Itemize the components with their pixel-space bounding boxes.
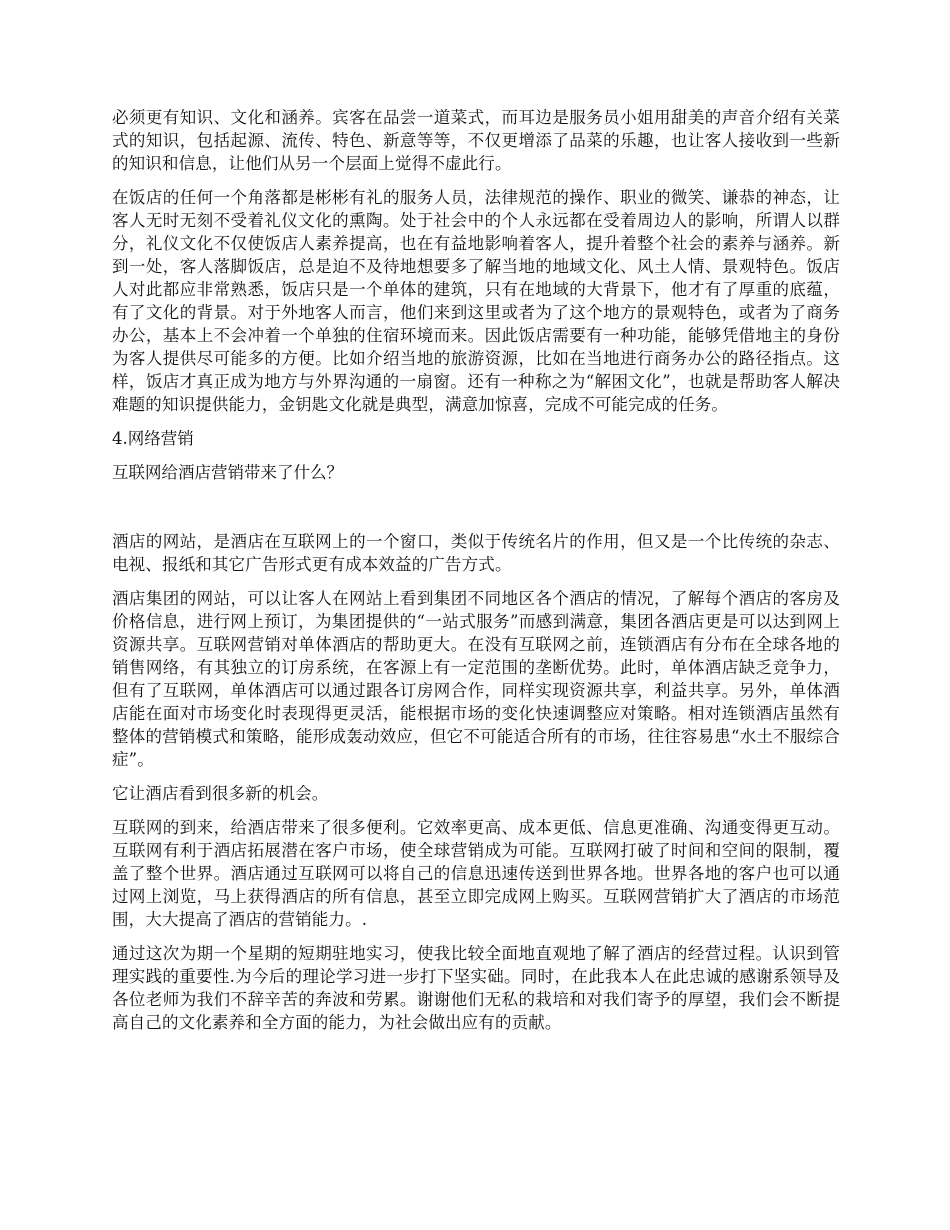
- paragraph-hotel-website: 酒店的网站，是酒店在互联网上的一个窗口，类似于传统名片的作用，但又是一个比传统的杂志、电视、报纸和其它广告形式更有成本效益的广告方式。: [112, 532, 840, 574]
- section-question: 互联网给酒店营销带来了什么？: [112, 463, 343, 482]
- paragraph-internet-benefits: 互联网的到来，给酒店带来了很多便利。它效率更高、成本更低、信息更准确、沟通变得更互动。互联网有利于酒店拓展潜在客户市场，使全球营销成为可能。互联网打破了时间和空间的限制，覆盖了整个世界。酒店通过互联网可以将自己的信息迅速传送到世界各地。世界各地的客户也可以通过网上浏览，马上获得酒店的所有信息，甚至立即完成网上购买。互联网营销扩大了酒店的市场范围，大大提高了酒店的营销能力。.: [112, 818, 840, 929]
- paragraph-etiquette-culture: 在饭店的任何一个角落都是彬彬有礼的服务人员，法律规范的操作、职业的微笑、谦恭的神态，让客人无时无刻不受着礼仪文化的熏陶。处于社会中的个人永远都在受着周边人的影响，所谓人以群分，礼仪文化不仅使饭店人素养提高，也在有益地影响着客人，提升着整个社会的素养与涵养。新到一处，客人落脚饭店，总是迫不及待地想要多了解当地的地域文化、风土人情、景观特色。饭店人对此都应非常熟悉，饭店只是一个单体的建筑，只有在地域的大背景下，他才有了厚重的底蕴，有了文化的背景。对于外地客人而言，他们来到这里或者为了这个地方的景观特色，或者为了商务办公，基本上不会冲着一个单独的住宿环境而来。因此饭店需要有一种功能，能够凭借地主的身份为客人提供尽可能多的方便。比如介绍当地的旅游资源，比如在当地进行商务办公的路径指点。这样，饭店才真正成为地方与外界沟通的一扇窗。还有一种称之为“解困文化”，也就是帮助客人解决难题的知识提供能力，金钥匙文化就是典型，满意加惊喜，完成不可能完成的任务。: [112, 188, 840, 414]
- paragraph-new-opportunities: 它让酒店看到很多新的机会。: [112, 784, 329, 803]
- paragraph-service-culture: 必须更有知识、文化和涵养。宾客在品尝一道菜式，而耳边是服务员小姐用甜美的声音介绍有关菜式的知识，包括起源、流传、特色、新意等等，不仅更增添了品菜的乐趣，也让客人接收到一些新的知识和信息，让他们从另一个层面上觉得不虚此行。: [112, 108, 840, 173]
- blank-gap: [112, 495, 840, 530]
- paragraph-hotel-group-website: 酒店集团的网站，可以让客人在网站上看到集团不同地区各个酒店的情况，了解每个酒店的客房及价格信息，进行网上预订，为集团提供的“一站式服务”而感到满意，集团各酒店更是可以达到网上资源共享。互联网营销对单体酒店的帮助更大。在没有互联网之前，连锁酒店有分布在全球各地的销售网络，有其独立的订房系统，在客源上有一定范围的垄断优势。此时，单体酒店缺乏竞争力，但有了互联网，单体酒店可以通过跟各订房网合作，同样实现资源共享，利益共享。另外，单体酒店能在面对市场变化时表现得更灵活，能根据市场的变化快速调整应对策略。相对连锁酒店虽然有整体的营销模式和策略，能形成轰动效应，但它不可能适合所有的市场，往往容易患“水土不服综合症”。: [112, 589, 840, 769]
- paragraph-conclusion: 通过这次为期一个星期的短期驻地实习，使我比较全面地直观地了解了酒店的经营过程。认识到管理实践的重要性.为今后的理论学习进一步打下坚实础。同时，在此我本人在此忠诚的感谢系领导及各位老师为我们不辞辛苦的奔波和劳累。谢谢他们无私的栽培和对我们寄予的厚望，我们会不断提高自己的文化素养和全方面的能力，为社会做出应有的贡献。: [112, 944, 840, 1032]
- section-heading: 4.网络营销: [112, 429, 194, 448]
- document-page: [112, 106, 840, 1045]
